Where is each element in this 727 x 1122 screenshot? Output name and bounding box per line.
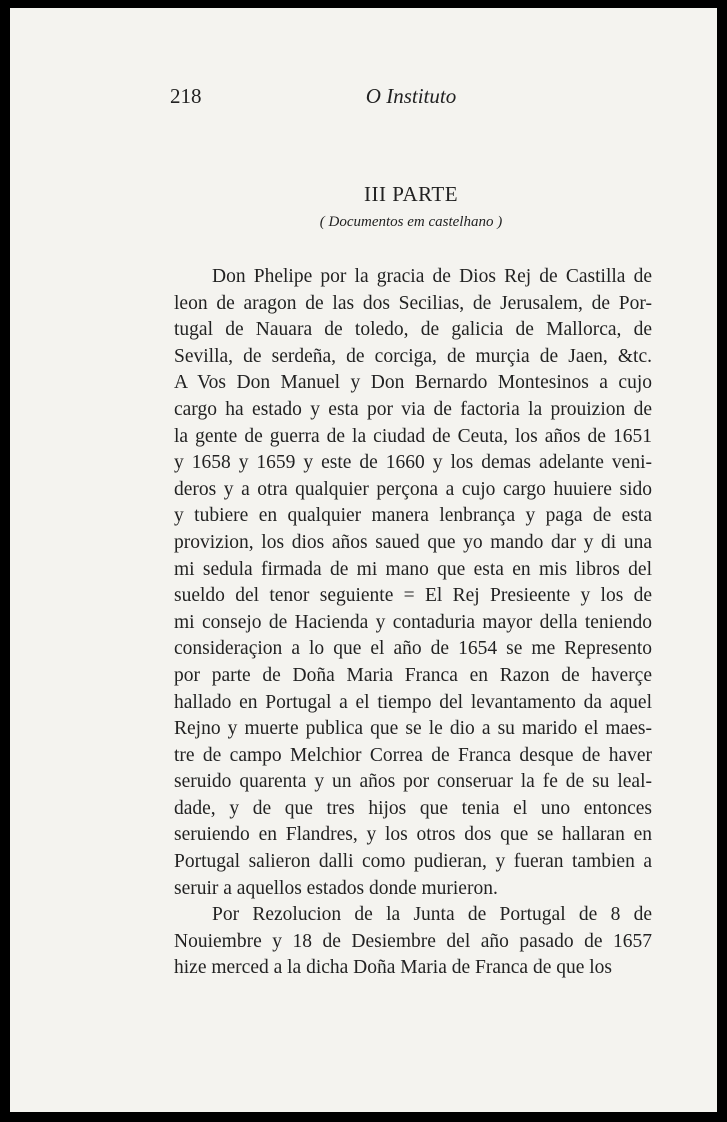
text-line: provizion, los dios años saued que yo mando dar y di una — [174, 531, 652, 553]
text-line: seruiendo en Flandres, y los otros dos que se hallaran en — [174, 824, 652, 846]
text-line: leon de aragon de las dos Secilias, de Jerusalem, de Por- — [174, 292, 652, 314]
section-subtitle: ( Documentos em castelhano ) — [319, 214, 503, 230]
section-title: III PARTE — [363, 182, 459, 206]
text-line: seruido quarenta y un años por conseruar la fe de su leal- — [174, 771, 652, 793]
paragraph — [174, 264, 652, 902]
text-line: hallado en Portugal a el tiempo del levantamento da aquel — [174, 691, 652, 713]
text-line: A Vos Don Manuel y Don Bernardo Montesinos a cujo — [174, 372, 652, 394]
text-line: tugal de Nauara de toledo, de galicia de Mallorca, de — [174, 319, 652, 341]
text-line: mi consejo de Hacienda y contaduria mayor della teniendo — [174, 611, 652, 633]
text-line: Por Rezolucion de la Junta de Portugal de 8 de — [212, 904, 652, 926]
text-line: sueldo del tenor seguiente = El Rej Presieente y los de — [174, 585, 652, 607]
text-line: la gente de guerra de la ciudad de Ceuta, los años de 1651 — [174, 425, 652, 447]
text-line: y tubiere en qualquier manera lenbrança y paga de esta — [174, 505, 652, 527]
text-line: tre de campo Melchior Correa de Franca desque de haver — [174, 744, 652, 766]
page-number: 218 — [170, 84, 202, 108]
paragraph — [174, 902, 652, 982]
text-line: cargo ha estado y esta por via de factoria la prouizion de — [174, 398, 652, 420]
text-line: Rejno y muerte publica que se le dio a su marido el maes- — [174, 718, 652, 740]
text-line: Sevilla, de serdeña, de corciga, de murçia de Jaen, &tc. — [174, 345, 652, 367]
text-line: consideraçion a lo que el año de 1654 se me Represento — [174, 638, 652, 660]
text-line: seruir a aquellos estados donde murieron. — [174, 877, 498, 899]
text-line: deros y a otra qualquier perçona a cujo cargo huuiere sido — [174, 478, 652, 500]
body-text — [174, 264, 652, 982]
text-line: por parte de Doña Maria Franca en Razon de haverçe — [174, 664, 652, 686]
text-line: hize merced a la dicha Doña Maria de Franca de que los — [174, 957, 613, 979]
running-title: O Instituto — [365, 84, 457, 108]
text-line: Nouiembre y 18 de Desiembre del año pasado de 1657 — [174, 930, 652, 952]
text-line: Don Phelipe por la gracia de Dios Rej de Castilla de — [212, 266, 652, 287]
text-line: Portugal salieron dalli como pudieran, y fueran tambien a — [174, 851, 652, 873]
text-line: mi sedula firmada de mi mano que esta en mis libros del — [174, 558, 652, 580]
text-line: dade, y de que tres hijos que tenia el uno entonces — [174, 797, 652, 819]
text-line: y 1658 y 1659 y este de 1660 y los demas adelante veni- — [174, 452, 652, 474]
book-page — [10, 8, 717, 1112]
page-header — [170, 84, 652, 114]
